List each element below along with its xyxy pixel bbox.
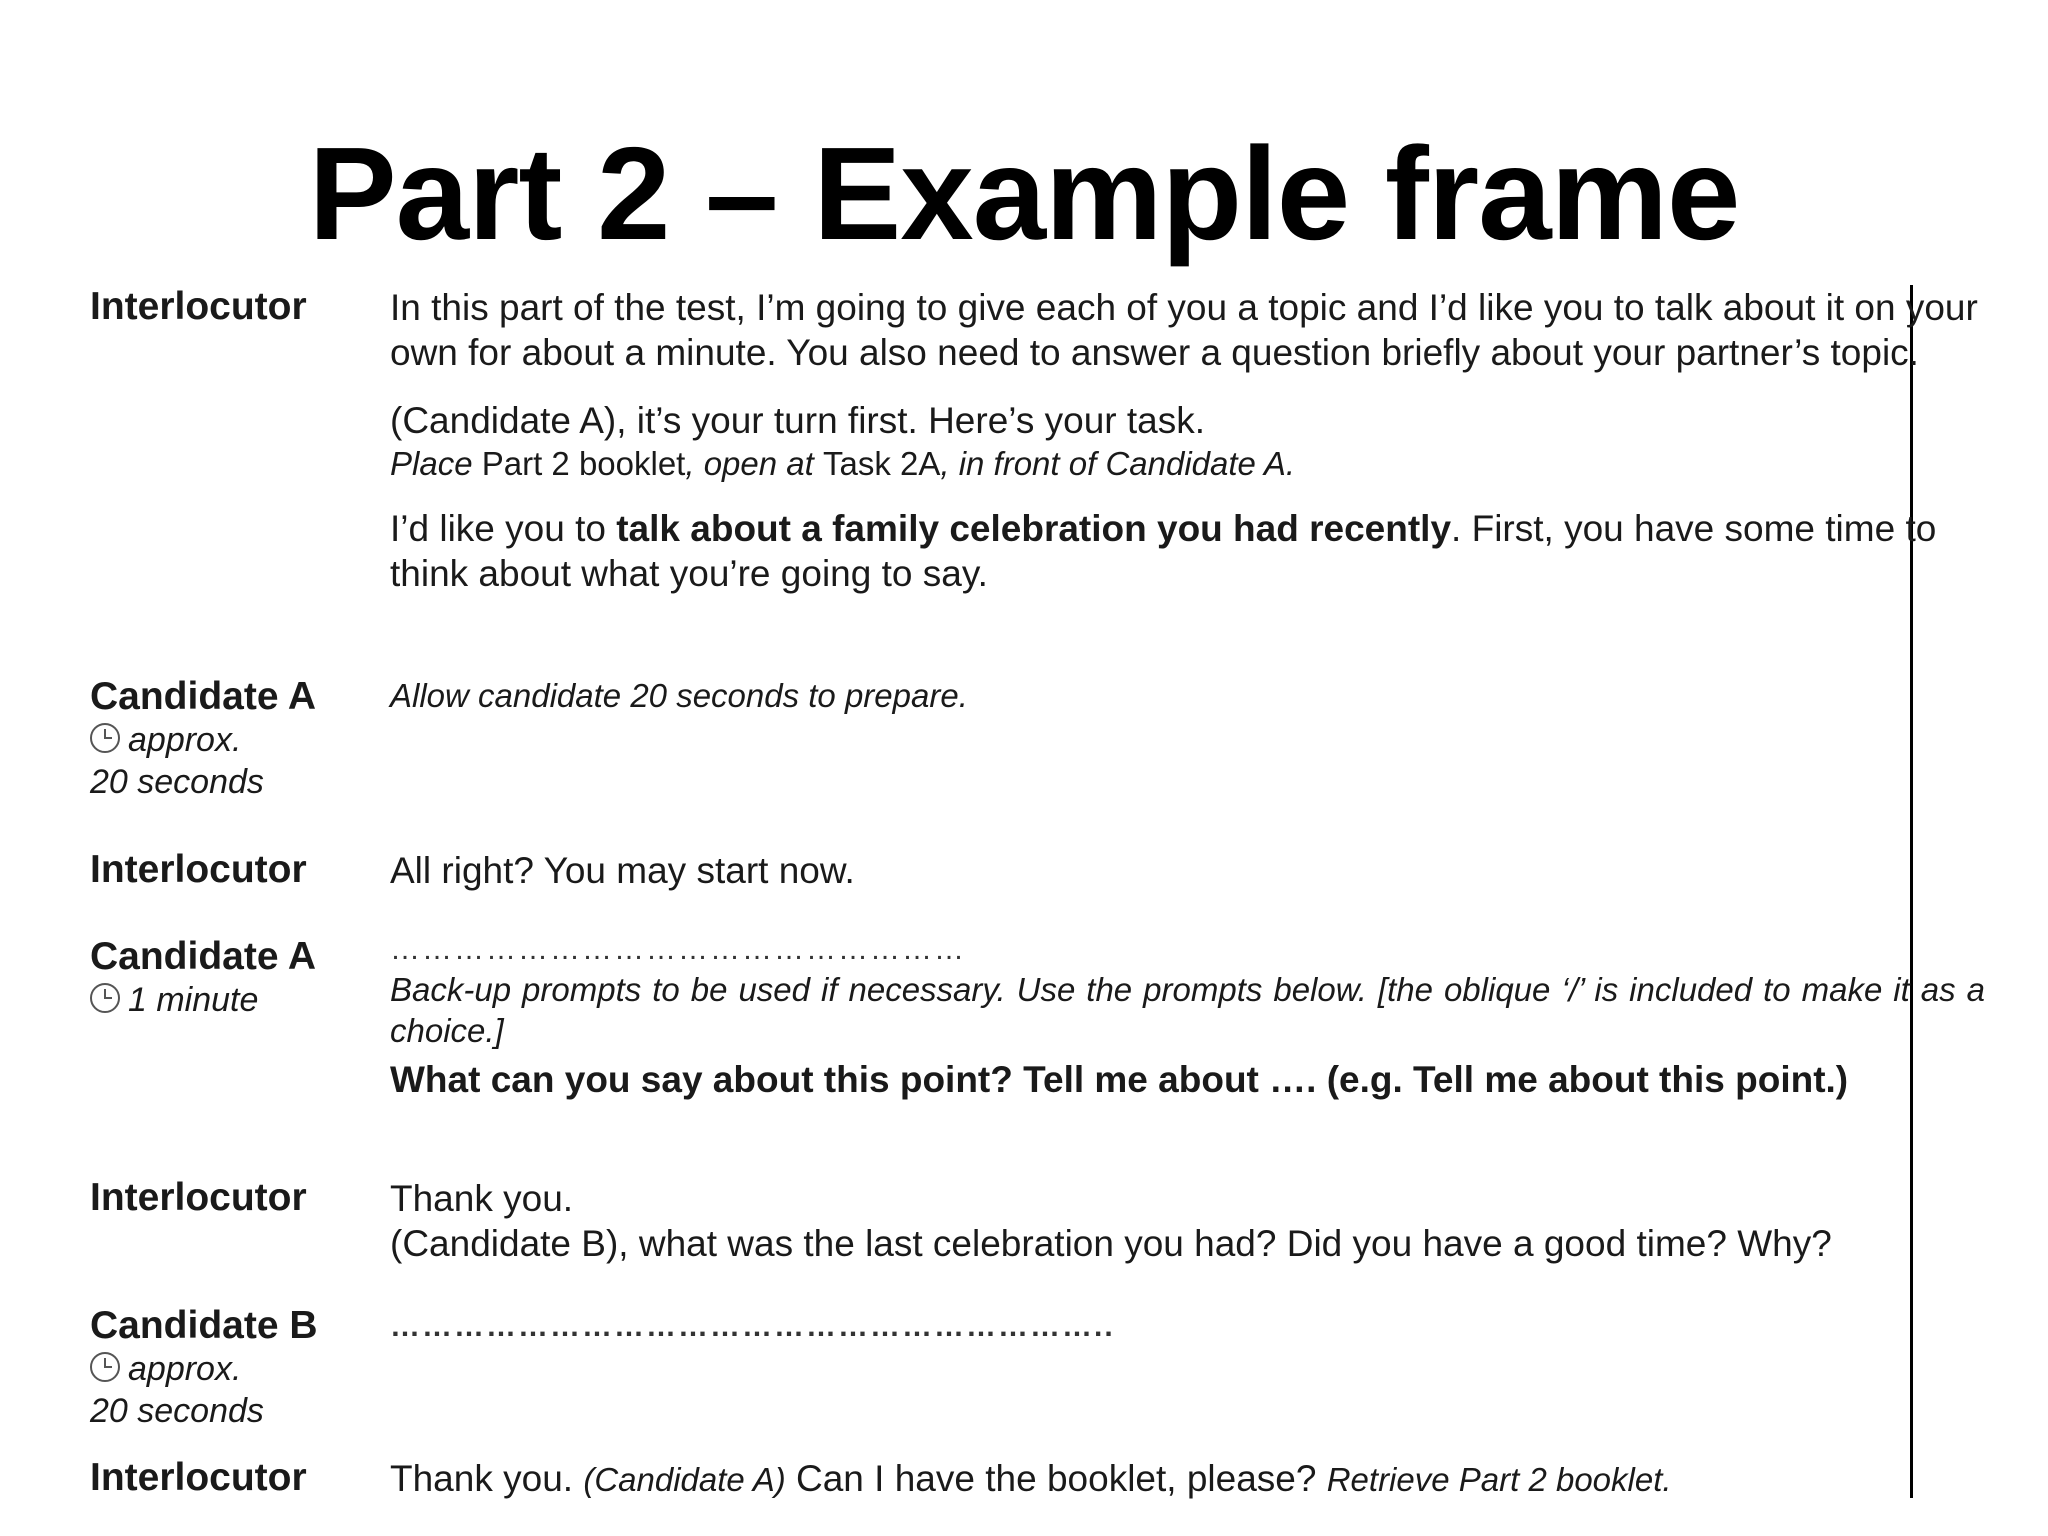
timing	[90, 719, 380, 761]
clock-icon	[90, 983, 120, 1013]
speaker-name: Interlocutor	[90, 848, 307, 891]
speaker-cell	[90, 935, 380, 1021]
answer-dots: ………………………………………………	[390, 933, 966, 966]
timing-text: approx.	[128, 721, 242, 759]
script-line: Thank you.	[390, 1178, 574, 1219]
task-text: I’d like you to	[390, 508, 617, 549]
speaker-cell	[90, 848, 380, 892]
instruction-line	[390, 443, 1985, 484]
timing: 20 seconds	[90, 1392, 264, 1430]
speaker-name: Interlocutor	[90, 1456, 307, 1499]
instruction-line: Allow candidate 20 seconds to prepare.	[390, 677, 968, 714]
script-line: (Candidate B), what was the last celebration you had? Did you have a good time? Why?	[390, 1223, 1832, 1264]
intro-paragraph: In this part of the test, I’m going to give each of you a topic and I’d like you to talk about it on your own for about a minute. You also need to answer a question briefly about your partner’s topic.	[390, 287, 1978, 373]
turn-paragraph: (Candidate A), it’s your turn first. Here’s your task.	[390, 400, 1206, 441]
page-title: Part 2 – Example frame	[308, 120, 1740, 267]
script-content	[390, 675, 1985, 716]
script-content	[390, 285, 1985, 596]
speaker-cell	[90, 285, 380, 329]
script-line: All right? You may start now.	[390, 850, 855, 891]
prompt-question: What can you say about this point? Tell me about …. (e.g. Tell me about this point.)	[390, 1059, 1849, 1100]
instruction-text: Part 2 booklet	[472, 445, 686, 482]
task-text: . First, you have some time to think about what you’re going to say.	[390, 508, 1937, 594]
speaker-name: Interlocutor	[90, 285, 307, 328]
speaker-cell	[90, 1456, 380, 1500]
clock-icon	[90, 1352, 120, 1382]
timing	[90, 1348, 380, 1390]
instruction-text: Task 2A	[822, 445, 941, 482]
script-text: Thank you.	[390, 1458, 584, 1499]
answer-dots: …………………………………………………………..	[390, 1310, 1115, 1343]
script-text: (Candidate A)	[583, 1461, 786, 1498]
speaker-name: Candidate A	[90, 935, 317, 978]
script-content	[390, 1176, 1985, 1266]
script-text: Can I have the booklet, please?	[785, 1458, 1327, 1499]
script-content	[390, 848, 1985, 893]
clock-icon	[90, 723, 120, 753]
instruction-text: Place	[390, 445, 473, 482]
timing	[90, 979, 380, 1021]
instruction-text: , open at	[685, 445, 823, 482]
speaker-cell	[90, 1304, 380, 1432]
speaker-name: Candidate A	[90, 675, 317, 718]
speaker-name: Interlocutor	[90, 1176, 307, 1219]
instruction-text: , in front of Candidate A.	[940, 445, 1296, 482]
prompt-note: Back-up prompts to be used if necessary. Use the prompts below. [the oblique ‘/’ is included to make it as a choice.]	[390, 971, 1985, 1049]
script-line	[390, 1456, 1985, 1501]
speaker-cell	[90, 1176, 380, 1220]
timing-text: approx.	[128, 1350, 242, 1388]
timing: 20 seconds	[90, 763, 264, 801]
script-content	[390, 1456, 1985, 1501]
speaker-cell	[90, 675, 380, 803]
speaker-name: Candidate B	[90, 1304, 318, 1347]
timing-text: 1 minute	[128, 981, 259, 1019]
script-content	[390, 1304, 1985, 1342]
instruction-text: Retrieve Part 2 booklet.	[1326, 1461, 1672, 1498]
task-paragraph	[390, 506, 1985, 596]
script-content	[390, 935, 1985, 1101]
task-topic: talk about a family celebration you had recently	[616, 508, 1452, 549]
